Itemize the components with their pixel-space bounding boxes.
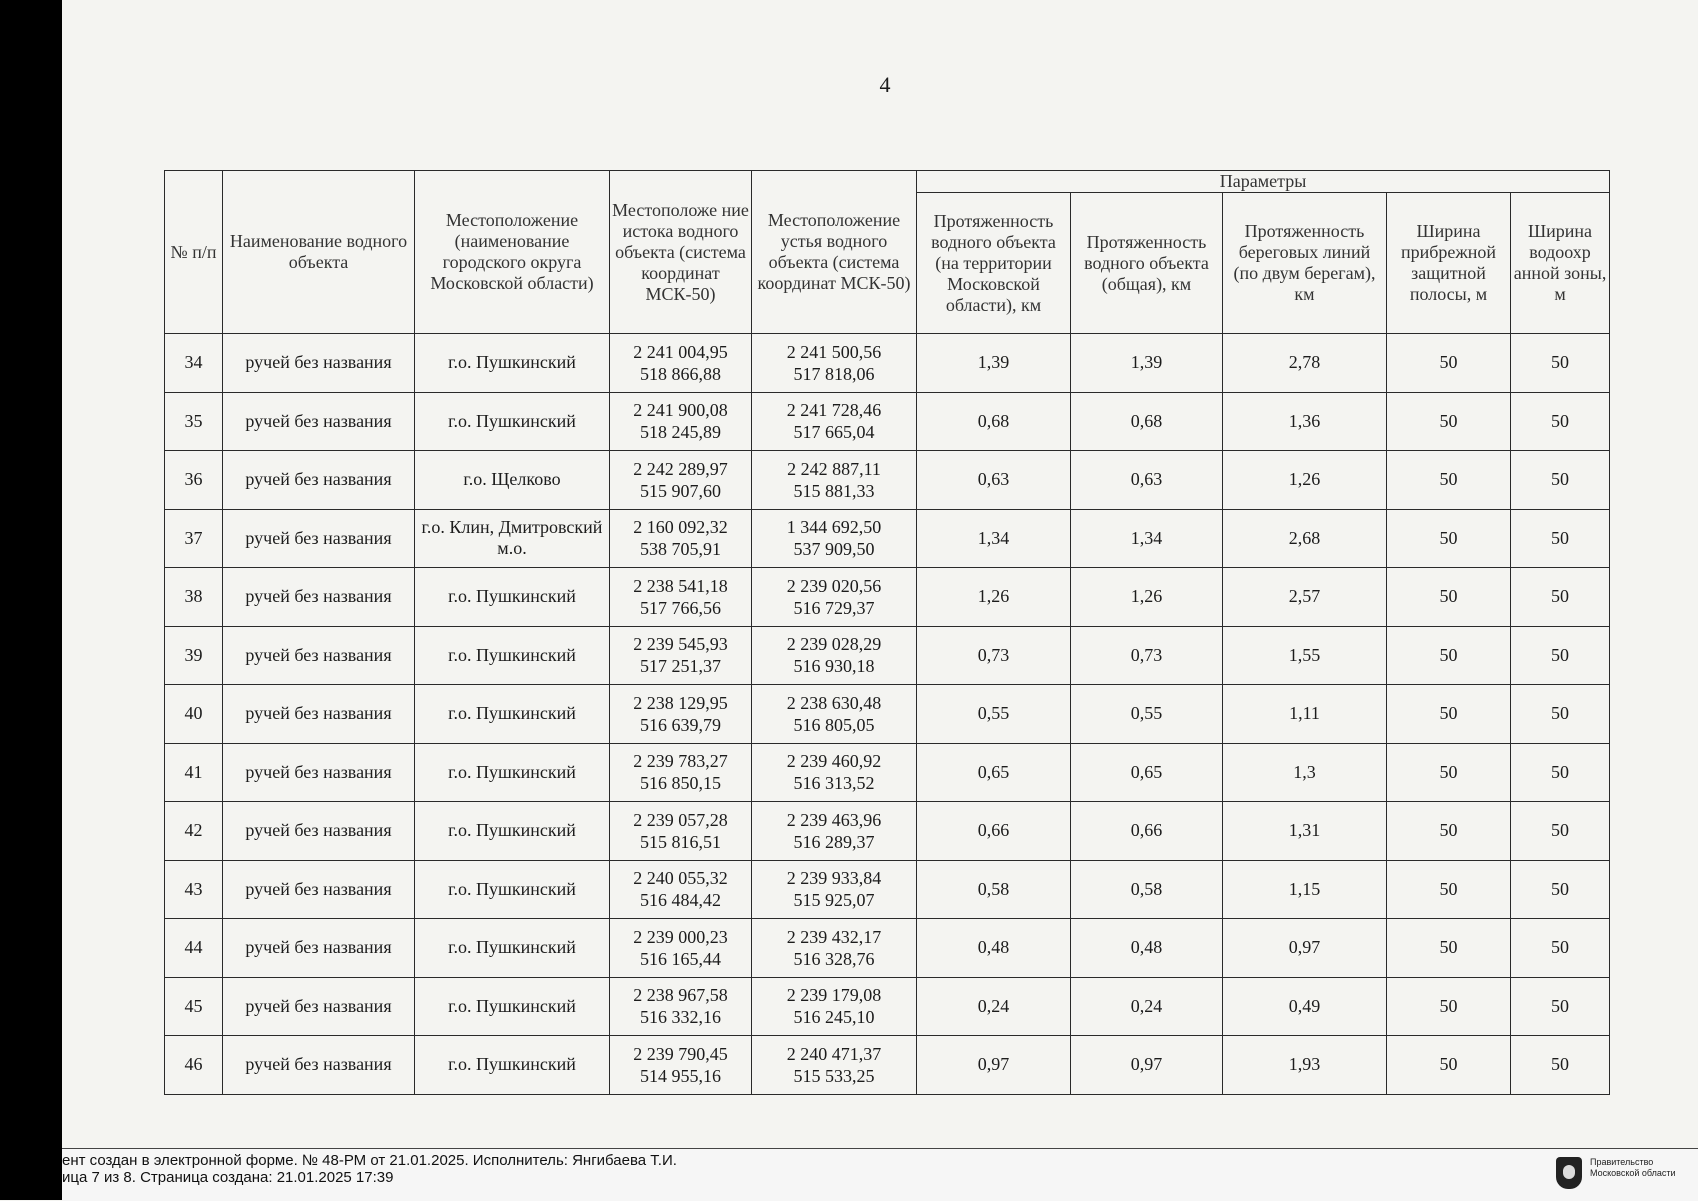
cell-mouth-line-2: 516 245,10 — [793, 1007, 875, 1028]
cell-protection-zone: 50 — [1511, 509, 1610, 568]
cell-source — [610, 977, 752, 1036]
cell-source-line-1: 2 241 004,95 — [633, 341, 728, 362]
cell-location: г.о. Пушкинский — [415, 743, 610, 802]
cell-length-total: 0,66 — [1071, 802, 1223, 861]
cell-protection-zone: 50 — [1511, 977, 1610, 1036]
document-footer — [62, 1148, 1698, 1201]
cell-mouth — [752, 509, 917, 568]
header-length-total: Протяженность водного объекта (общая), км — [1071, 193, 1223, 334]
cell-shoreline: 0,49 — [1223, 977, 1387, 1036]
cell-mouth — [752, 743, 917, 802]
cell-location: г.о. Щелково — [415, 451, 610, 510]
cell-source-line-2: 515 907,60 — [640, 480, 721, 501]
cell-shoreline: 2,68 — [1223, 509, 1387, 568]
cell-source-line-1: 2 238 541,18 — [633, 575, 728, 596]
footer-line-2: ица 7 из 8. Страница создана: 21.01.2025 17:39 — [62, 1169, 394, 1186]
water-objects-table — [164, 170, 1610, 1095]
header-coastal-strip: Ширина прибрежной защитной полосы, м — [1387, 193, 1511, 334]
cell-source — [610, 626, 752, 685]
cell-location: г.о. Пушкинский — [415, 685, 610, 744]
cell-protection-zone: 50 — [1511, 334, 1610, 393]
cell-source-line-2: 517 251,37 — [640, 656, 721, 677]
cell-name: ручей без названия — [223, 451, 415, 510]
cell-mouth — [752, 392, 917, 451]
government-label-line-1: Правительство — [1590, 1157, 1654, 1167]
table-header — [165, 171, 1610, 334]
cell-source-line-1: 2 242 289,97 — [633, 458, 728, 479]
cell-shoreline: 1,3 — [1223, 743, 1387, 802]
cell-source-line-2: 516 850,15 — [640, 773, 721, 794]
scan-edge-bar — [0, 0, 62, 1200]
cell-name: ручей без названия — [223, 919, 415, 978]
cell-protection-zone: 50 — [1511, 685, 1610, 744]
cell-source-line-2: 516 165,44 — [640, 948, 721, 969]
cell-source-line-1: 2 239 057,28 — [633, 809, 728, 830]
table-body — [165, 334, 1610, 1095]
table-row — [165, 1036, 1610, 1095]
cell-protection-zone: 50 — [1511, 392, 1610, 451]
cell-shoreline: 1,31 — [1223, 802, 1387, 861]
header-length-mo: Протяженность водного объекта (на территории Московской области), км — [917, 193, 1071, 334]
cell-source-line-2: 516 639,79 — [640, 714, 721, 735]
cell-source — [610, 802, 752, 861]
cell-length-total: 0,73 — [1071, 626, 1223, 685]
cell-mouth-line-2: 517 665,04 — [793, 422, 875, 443]
cell-num: 39 — [165, 626, 223, 685]
cell-length-total: 0,63 — [1071, 451, 1223, 510]
header-source: Местоположе ние истока водного объекта (система координат МСК-50) — [610, 171, 752, 334]
cell-shoreline: 1,93 — [1223, 1036, 1387, 1095]
cell-length-total: 0,97 — [1071, 1036, 1223, 1095]
cell-name: ручей без названия — [223, 860, 415, 919]
header-protection-zone: Ширина водоохр анной зоны, м — [1511, 193, 1610, 334]
page-number: 4 — [879, 72, 891, 97]
cell-name: ручей без названия — [223, 1036, 415, 1095]
header-params-group: Параметры — [917, 171, 1610, 193]
cell-num: 46 — [165, 1036, 223, 1095]
table-row — [165, 626, 1610, 685]
cell-location: г.о. Пушкинский — [415, 1036, 610, 1095]
cell-source-line-1: 2 241 900,08 — [633, 400, 728, 421]
cell-source-line-2: 518 866,88 — [640, 363, 721, 384]
cell-num: 40 — [165, 685, 223, 744]
cell-name: ручей без названия — [223, 626, 415, 685]
cell-num: 35 — [165, 392, 223, 451]
cell-mouth-line-1: 2 239 463,96 — [786, 809, 882, 830]
cell-location: г.о. Пушкинский — [415, 919, 610, 978]
cell-mouth-line-2: 516 289,37 — [793, 831, 875, 852]
cell-location: г.о. Пушкинский — [415, 860, 610, 919]
cell-source-line-1: 2 239 783,27 — [633, 751, 728, 772]
cell-length-mo: 0,66 — [917, 802, 1071, 861]
cell-source-line-1: 2 160 092,32 — [633, 517, 728, 538]
cell-source-line-2: 516 484,42 — [640, 890, 721, 911]
cell-coastal-strip: 50 — [1387, 919, 1511, 978]
cell-source — [610, 334, 752, 393]
cell-shoreline: 0,97 — [1223, 919, 1387, 978]
cell-num: 38 — [165, 568, 223, 627]
cell-coastal-strip: 50 — [1387, 568, 1511, 627]
cell-length-total: 0,65 — [1071, 743, 1223, 802]
cell-location: г.о. Пушкинский — [415, 626, 610, 685]
government-label — [1590, 1157, 1690, 1179]
cell-name: ручей без названия — [223, 802, 415, 861]
table-row — [165, 685, 1610, 744]
cell-mouth — [752, 802, 917, 861]
cell-source — [610, 860, 752, 919]
cell-length-total: 1,34 — [1071, 509, 1223, 568]
cell-length-mo: 1,39 — [917, 334, 1071, 393]
cell-num: 44 — [165, 919, 223, 978]
cell-mouth-line-1: 2 241 500,56 — [786, 341, 882, 362]
table-row — [165, 334, 1610, 393]
cell-coastal-strip: 50 — [1387, 392, 1511, 451]
cell-mouth — [752, 568, 917, 627]
cell-location: г.о. Пушкинский — [415, 334, 610, 393]
cell-protection-zone: 50 — [1511, 802, 1610, 861]
cell-mouth-line-1: 2 242 887,11 — [787, 458, 881, 479]
cell-num: 36 — [165, 451, 223, 510]
cell-coastal-strip: 50 — [1387, 626, 1511, 685]
cell-source-line-1: 2 239 000,23 — [633, 926, 728, 947]
cell-source-line-1: 2 239 545,93 — [633, 634, 728, 655]
table-row — [165, 743, 1610, 802]
cell-mouth-line-1: 2 239 020,56 — [786, 575, 882, 596]
table-row — [165, 860, 1610, 919]
cell-length-total: 0,68 — [1071, 392, 1223, 451]
cell-mouth-line-1: 2 239 460,92 — [786, 751, 882, 772]
cell-length-mo: 1,26 — [917, 568, 1071, 627]
cell-mouth-line-1: 1 344 692,50 — [786, 517, 882, 538]
cell-coastal-strip: 50 — [1387, 977, 1511, 1036]
table-row — [165, 509, 1610, 568]
cell-source — [610, 392, 752, 451]
table-row — [165, 392, 1610, 451]
cell-coastal-strip: 50 — [1387, 334, 1511, 393]
cell-num: 37 — [165, 509, 223, 568]
cell-source-line-1: 2 238 129,95 — [633, 692, 728, 713]
cell-source-line-2: 517 766,56 — [640, 597, 721, 618]
cell-shoreline: 1,55 — [1223, 626, 1387, 685]
cell-mouth-line-2: 516 729,37 — [793, 597, 875, 618]
cell-length-mo: 0,55 — [917, 685, 1071, 744]
header-location: Местоположение (наименование городского округа Московской области) — [415, 171, 610, 334]
cell-length-total: 0,48 — [1071, 919, 1223, 978]
cell-source-line-2: 516 332,16 — [640, 1007, 721, 1028]
cell-source-line-2: 514 955,16 — [640, 1065, 721, 1086]
cell-mouth — [752, 977, 917, 1036]
cell-mouth — [752, 626, 917, 685]
cell-shoreline: 1,26 — [1223, 451, 1387, 510]
cell-length-mo: 0,65 — [917, 743, 1071, 802]
moscow-oblast-emblem-icon — [1556, 1157, 1582, 1189]
cell-mouth — [752, 451, 917, 510]
cell-source — [610, 743, 752, 802]
cell-location: г.о. Пушкинский — [415, 568, 610, 627]
cell-length-total: 1,39 — [1071, 334, 1223, 393]
cell-protection-zone: 50 — [1511, 860, 1610, 919]
cell-length-mo: 1,34 — [917, 509, 1071, 568]
cell-shoreline: 1,36 — [1223, 392, 1387, 451]
cell-length-mo: 0,24 — [917, 977, 1071, 1036]
cell-source — [610, 1036, 752, 1095]
cell-coastal-strip: 50 — [1387, 509, 1511, 568]
cell-mouth-line-1: 2 241 728,46 — [786, 400, 882, 421]
cell-location: г.о. Пушкинский — [415, 802, 610, 861]
cell-num: 45 — [165, 977, 223, 1036]
cell-location: г.о. Пушкинский — [415, 977, 610, 1036]
cell-source-line-2: 515 816,51 — [640, 831, 721, 852]
government-label-line-2: Московской области — [1590, 1168, 1676, 1178]
cell-length-mo: 0,73 — [917, 626, 1071, 685]
footer-line-1: ент создан в электронной форме. № 48-РМ от 21.01.2025. Исполнитель: Янгибаева Т.И. — [62, 1152, 677, 1169]
cell-mouth-line-2: 516 930,18 — [793, 656, 875, 677]
cell-location: г.о. Пушкинский — [415, 392, 610, 451]
cell-coastal-strip: 50 — [1387, 743, 1511, 802]
header-name: Наименование водного объекта — [223, 171, 415, 334]
cell-mouth-line-2: 517 818,06 — [793, 363, 875, 384]
cell-name: ручей без названия — [223, 743, 415, 802]
header-shoreline: Протяженность береговых линий (по двум берегам), км — [1223, 193, 1387, 334]
header-num: № п/п — [165, 171, 223, 334]
cell-num: 34 — [165, 334, 223, 393]
cell-coastal-strip: 50 — [1387, 685, 1511, 744]
cell-length-total: 0,55 — [1071, 685, 1223, 744]
cell-location: г.о. Клин, Дмитровский м.о. — [415, 509, 610, 568]
cell-source — [610, 451, 752, 510]
header-mouth: Местоположение устья водного объекта (система координат МСК-50) — [752, 171, 917, 334]
cell-mouth — [752, 685, 917, 744]
cell-mouth-line-1: 2 239 179,08 — [786, 985, 882, 1006]
cell-name: ручей без названия — [223, 977, 415, 1036]
table-row — [165, 802, 1610, 861]
cell-coastal-strip: 50 — [1387, 1036, 1511, 1095]
cell-mouth-line-2: 515 925,07 — [793, 890, 875, 911]
cell-mouth-line-1: 2 239 028,29 — [786, 634, 882, 655]
cell-protection-zone: 50 — [1511, 568, 1610, 627]
cell-protection-zone: 50 — [1511, 626, 1610, 685]
cell-shoreline: 1,15 — [1223, 860, 1387, 919]
cell-length-mo: 0,48 — [917, 919, 1071, 978]
cell-mouth — [752, 919, 917, 978]
cell-mouth-line-2: 516 805,05 — [793, 714, 875, 735]
table-row — [165, 919, 1610, 978]
cell-protection-zone: 50 — [1511, 919, 1610, 978]
cell-mouth — [752, 334, 917, 393]
cell-length-mo: 0,58 — [917, 860, 1071, 919]
cell-protection-zone: 50 — [1511, 743, 1610, 802]
cell-mouth — [752, 1036, 917, 1095]
cell-mouth-line-2: 515 881,33 — [793, 480, 875, 501]
cell-mouth-line-1: 2 240 471,37 — [786, 1043, 882, 1064]
cell-length-total: 0,24 — [1071, 977, 1223, 1036]
cell-source-line-1: 2 238 967,58 — [633, 985, 728, 1006]
cell-source-line-1: 2 239 790,45 — [633, 1043, 728, 1064]
cell-protection-zone: 50 — [1511, 451, 1610, 510]
cell-protection-zone: 50 — [1511, 1036, 1610, 1095]
cell-coastal-strip: 50 — [1387, 860, 1511, 919]
cell-name: ручей без названия — [223, 685, 415, 744]
cell-shoreline: 2,78 — [1223, 334, 1387, 393]
cell-source-line-2: 518 245,89 — [640, 422, 721, 443]
cell-mouth-line-1: 2 238 630,48 — [786, 692, 882, 713]
table-row — [165, 451, 1610, 510]
cell-mouth-line-2: 516 328,76 — [793, 948, 875, 969]
cell-mouth — [752, 860, 917, 919]
cell-source — [610, 509, 752, 568]
cell-shoreline: 2,57 — [1223, 568, 1387, 627]
cell-length-total: 0,58 — [1071, 860, 1223, 919]
cell-mouth-line-1: 2 239 933,84 — [786, 868, 882, 889]
table-row — [165, 977, 1610, 1036]
cell-num: 41 — [165, 743, 223, 802]
cell-shoreline: 1,11 — [1223, 685, 1387, 744]
cell-mouth-line-2: 515 533,25 — [793, 1065, 875, 1086]
cell-coastal-strip: 50 — [1387, 802, 1511, 861]
cell-source — [610, 919, 752, 978]
cell-coastal-strip: 50 — [1387, 451, 1511, 510]
cell-name: ручей без названия — [223, 334, 415, 393]
cell-mouth-line-2: 537 909,50 — [793, 539, 875, 560]
cell-name: ручей без названия — [223, 392, 415, 451]
cell-length-mo: 0,97 — [917, 1036, 1071, 1095]
cell-source-line-2: 538 705,91 — [640, 539, 721, 560]
cell-length-mo: 0,63 — [917, 451, 1071, 510]
cell-mouth-line-1: 2 239 432,17 — [786, 926, 882, 947]
cell-name: ручей без названия — [223, 509, 415, 568]
cell-num: 42 — [165, 802, 223, 861]
cell-source-line-1: 2 240 055,32 — [633, 868, 728, 889]
cell-mouth-line-2: 516 313,52 — [793, 773, 875, 794]
cell-source — [610, 568, 752, 627]
cell-num: 43 — [165, 860, 223, 919]
table-row — [165, 568, 1610, 627]
footer-text — [62, 1152, 677, 1186]
cell-name: ручей без названия — [223, 568, 415, 627]
cell-length-mo: 0,68 — [917, 392, 1071, 451]
cell-length-total: 1,26 — [1071, 568, 1223, 627]
cell-source — [610, 685, 752, 744]
